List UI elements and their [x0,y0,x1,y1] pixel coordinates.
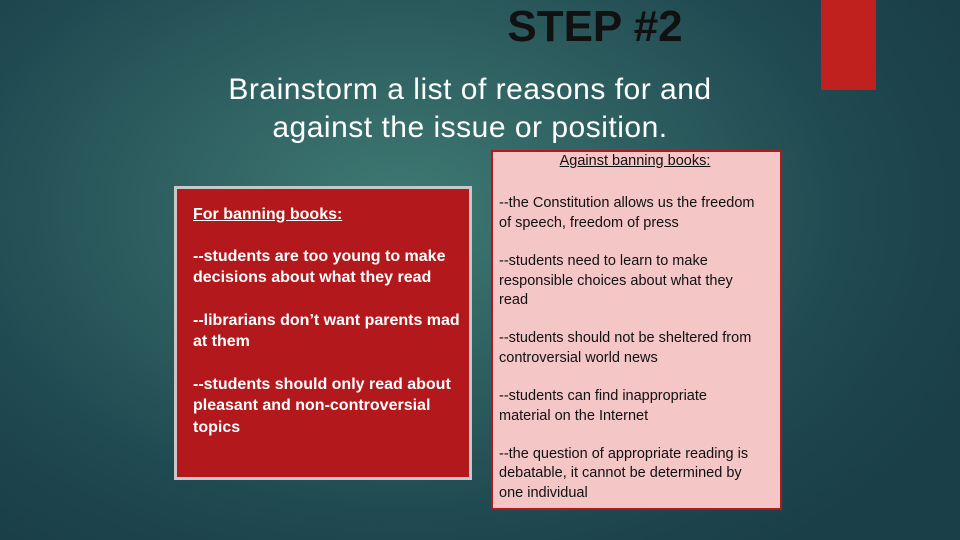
for-item: --librarians don’t want parents mad at them [193,311,460,350]
against-heading: Against banning books: [559,153,711,169]
for-item: --students are too young to make decisions about what they read [193,247,446,286]
accent-bar [821,0,876,90]
slide-title: STEP #2 [507,2,683,51]
slide-subtitle: Brainstorm a list of reasons for and against the issue or position. [228,73,712,144]
for-heading: For banning books: [193,206,343,223]
against-item: --students can find inappropriate material on the Internet [499,388,707,424]
against-item: --students need to learn to make responsible choices about what they read [499,253,733,309]
against-item: --the Constitution allows us the freedom of speech, freedom of press [499,195,755,231]
for-item: --students should only read about pleasant and non-controversial topics [193,375,451,436]
against-item: --students should not be sheltered from controversial world news [499,330,752,366]
for-list [193,204,475,459]
against-item: --the question of appropriate reading is debatable, it cannot be determined by one individual [499,446,749,501]
against-list [499,152,761,522]
